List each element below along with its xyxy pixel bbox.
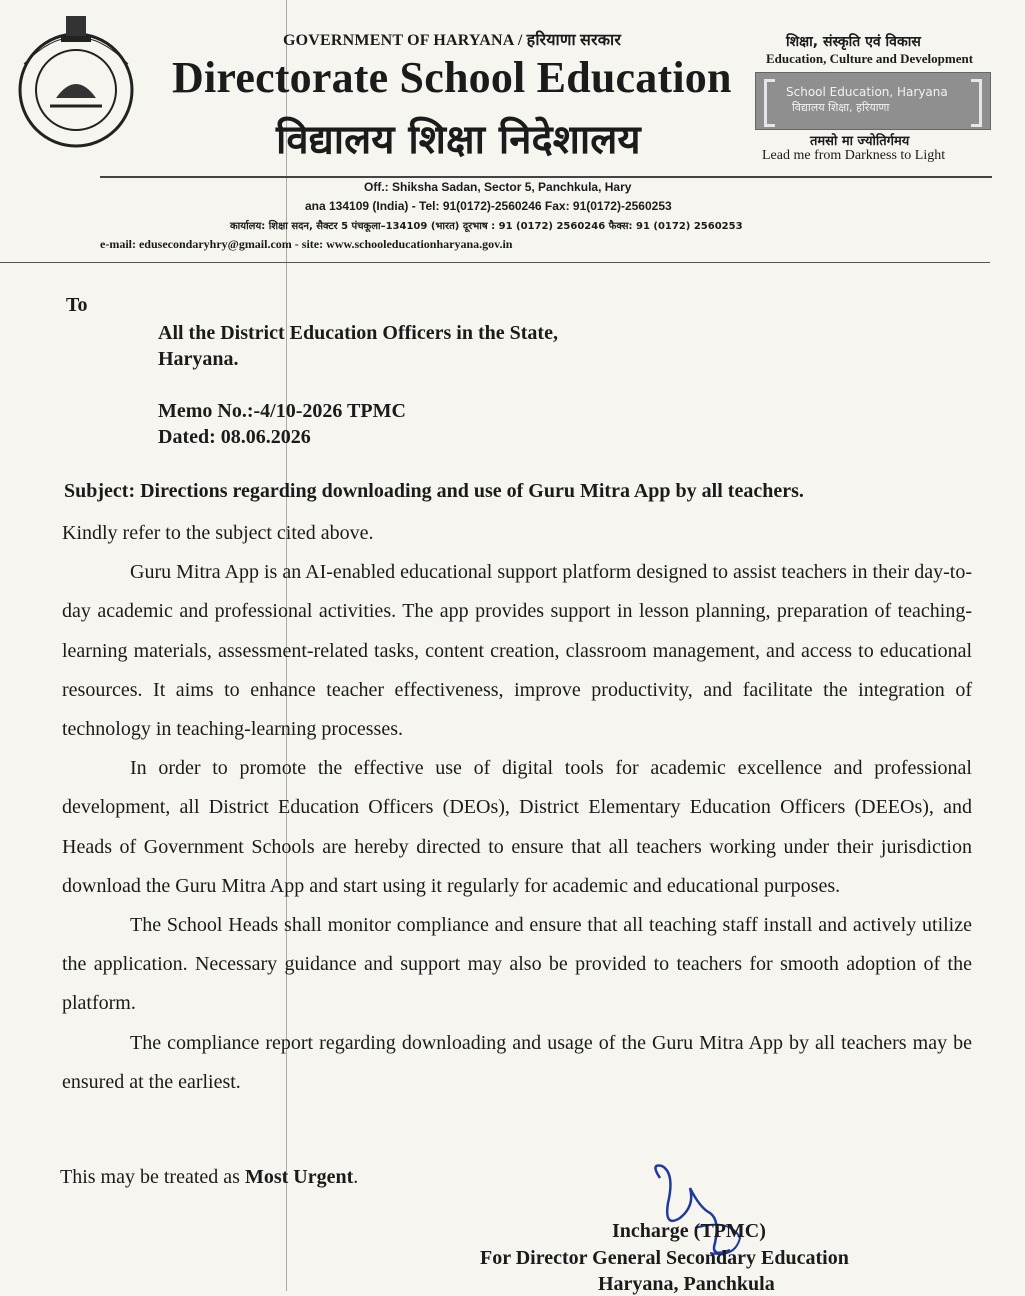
letter-to: To [66,294,88,316]
memo-date: Dated: 08.06.2026 [158,426,311,448]
urgency-prefix: This may be treated as [60,1166,245,1188]
signatory-designation: Incharge (TPMC) [612,1220,766,1242]
paragraph-monitoring: The School Heads shall monitor compliance and ensure that all teaching staff install and actively utilize the application. Necessary guidance and support may also be provided to teachers for smooth adoption of the platform. [62,914,972,1015]
school-education-banner [755,72,991,130]
email-website-line: e-mail: edusecondaryhry@gmail.com - site: www.schooleducationharyana.gov.in [100,237,513,251]
motto-english: Lead me from Darkness to Light [762,148,946,163]
letter-subject: Subject: Directions regarding downloading and use of Guru Mitra App by all teachers. [64,480,804,502]
directorate-title-english: Directorate School Education [172,53,732,102]
department-english: Education, Culture and Development [766,51,974,66]
addressee-line-1: All the District Education Officers in the State, [158,322,558,344]
urgency-note [60,1166,358,1189]
address-line-1: Off.: Shiksha Sadan, Sector 5, Panchkula, Hary [364,180,632,194]
header-divider [100,176,992,178]
paragraph-reference: Kindly refer to the subject cited above. [62,522,374,544]
government-line: GOVERNMENT OF HARYANA / हरियाणा सरकार [283,32,622,49]
signatory-location: Haryana, Panchkula [598,1273,775,1295]
paragraph-app-description: Guru Mitra App is an AI-enabled educational support platform designed to assist teachers in their day-to-day academic and professional activities. The app provides support in lesson planning, preparation of teaching-learning materials, assessment-related tasks, content creation, classroom management, and access to educational resources. It aims to enhance teacher effectiveness, improve productivity, and facilitate the integration of technology in teaching-learning processes. [62,561,972,741]
paragraph-directive: In order to promote the effective use of digital tools for academic excellence and professional development, all District Education Officers (DEOs), District Elementary Education Officers (DEEOs), and Heads of Government Schools are hereby directed to ensure that all teachers working under their jurisdiction download the Guru Mitra App and start using it regularly for academic and educational purposes. [62,757,972,897]
address-divider [0,262,990,263]
haryana-emblem [6,10,146,150]
banner-bracket-right-icon [971,79,982,127]
letter-body [62,514,972,1102]
motto-hindi: तमसो मा ज्योतिर्गमय [810,134,910,149]
banner-hindi-text: विद्यालय शिक्षा, हरियाणा [792,101,890,114]
memo-number: Memo No.:-4/10-2026 TPMC [158,400,406,422]
paragraph-compliance: The compliance report regarding downloading and usage of the Guru Mitra App by all teachers may be ensured at the earliest. [62,1031,972,1093]
banner-bracket-left-icon [764,79,775,127]
urgency-bold: Most Urgent [244,1166,354,1188]
directorate-title-hindi: विद्यालय शिक्षा निदेशालय [276,117,641,163]
signatory-office: For Director General Secondary Education [480,1247,849,1269]
banner-english-text: School Education, Haryana [786,85,948,99]
address-line-2: ana 134109 (India) - Tel: 91(0172)-2560246 Fax: 91(0172)-2560253 [305,199,672,213]
urgency-suffix: . [353,1166,359,1188]
address-line-hindi: कार्यालय: शिक्षा सदन, सैक्टर 5 पंचकूला–134109 (भारत) दूरभाष : 91 (0172) 2560246 फैक्स: 91 (0172) 2560253 [230,221,743,232]
department-hindi: शिक्षा, संस्कृति एवं विकास [786,34,921,50]
addressee-line-2: Haryana. [158,348,239,370]
